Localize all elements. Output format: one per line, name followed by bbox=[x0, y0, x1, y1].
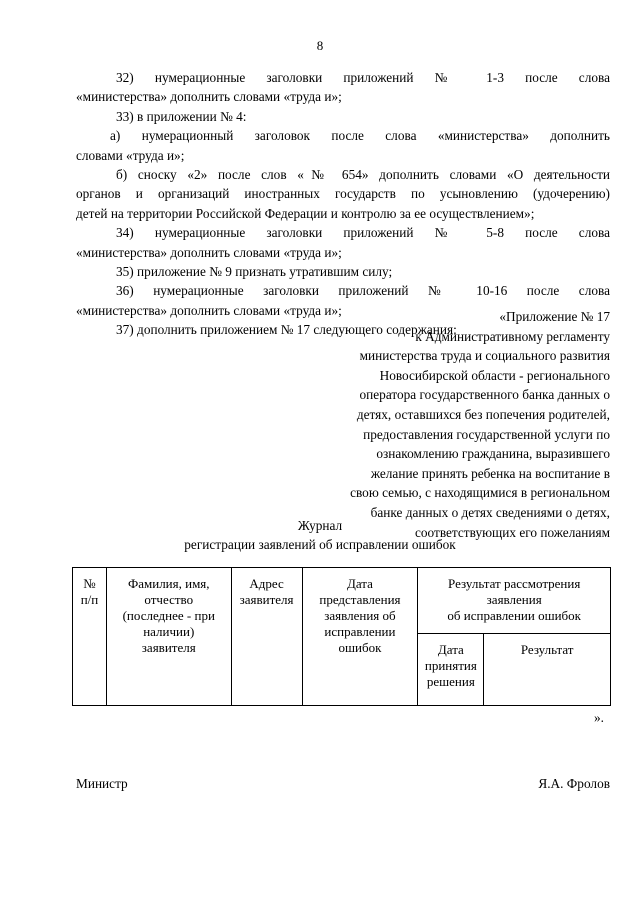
paragraph-34-line-2: «министерства» дополнить словами «труда и»; bbox=[76, 244, 342, 260]
appendix-line: банке данных о детях сведениями о детях, bbox=[370, 504, 610, 520]
appendix-line: оператора государственного банка данных о bbox=[359, 387, 610, 403]
paragraph-34-line-1: 34) нумерационные заголовки приложений № 5-8 после слова bbox=[116, 225, 610, 241]
appendix-header bbox=[310, 307, 610, 542]
closing-quote: ». bbox=[594, 710, 604, 725]
paragraph-36-line-1: 36) нумерационные заголовки приложений № 10-16 после слова bbox=[116, 283, 610, 299]
paragraph-32-line-2: «министерства» дополнить словами «труда и»; bbox=[76, 89, 342, 105]
appendix-line: к Административному регламенту bbox=[415, 328, 610, 344]
col-result-group-header: Результат рассмотрения заявления об исправлении ошибок bbox=[418, 568, 611, 634]
journal-table bbox=[72, 567, 611, 706]
appendix-line: свою семью, с находящимися в региональном bbox=[350, 485, 610, 501]
col-applicant-address-header: Адрес заявителя bbox=[231, 568, 302, 706]
paragraph-33a-line-2: словами «труда и»; bbox=[76, 147, 185, 163]
amendments-text bbox=[76, 68, 610, 340]
appendix-line: желание принять ребенка на воспитание в bbox=[370, 465, 610, 481]
paragraph-32-line-1: 32) нумерационные заголовки приложений № 1-3 после слова bbox=[116, 70, 610, 85]
journal-subtitle: регистрации заявлений об исправлении ошибок bbox=[184, 537, 456, 552]
journal-title: Журнал bbox=[297, 518, 343, 533]
paragraph-33: 33) в приложении № 4: bbox=[116, 108, 247, 124]
appendix-line: «Приложение № 17 bbox=[499, 309, 610, 324]
col-number-header: № п/п bbox=[73, 568, 107, 706]
appendix-line: Новосибирской области - регионального bbox=[379, 367, 610, 383]
appendix-line: детях, оставшихся без попечения родителей, bbox=[356, 406, 610, 422]
signatory-position: Министр bbox=[76, 776, 128, 791]
appendix-line: предоставления государственной услуги по bbox=[363, 426, 610, 442]
paragraph-33b-line-2: органов и организаций иностранных государств по усыновлению (удочерению) bbox=[76, 186, 610, 202]
paragraph-36-line-2: «министерства» дополнить словами «труда и»; bbox=[76, 302, 342, 318]
paragraph-33b-line-3: детей на территории Российской Федерации и контролю за ее осуществлением»; bbox=[76, 205, 535, 221]
appendix-line: соответствующих его пожеланиям bbox=[415, 524, 610, 540]
col-applicant-name-header: Фамилия, имя, отчество (последнее - при наличии) заявителя bbox=[106, 568, 231, 706]
paragraph-37: 37) дополнить приложением № 17 следующего содержания: bbox=[116, 322, 457, 338]
col-submission-date-header: Дата представления заявления об исправлении ошибок bbox=[302, 568, 418, 706]
col-result-header: Результат bbox=[484, 634, 611, 706]
page-number: 8 bbox=[316, 38, 324, 53]
journal-heading bbox=[0, 516, 640, 554]
appendix-line: министерства труда и социального развития bbox=[359, 348, 610, 364]
paragraph-33b-line-1: б) сноску «2» после слов «№ 654» дополнить словами «О деятельности bbox=[116, 167, 610, 183]
signatory-name: Я.А. Фролов bbox=[538, 776, 610, 791]
appendix-line: ознакомлению гражданина, выразившего bbox=[376, 446, 610, 462]
paragraph-33a-line-1: а) нумерационный заголовок после слова «министерства» дополнить bbox=[110, 128, 610, 144]
paragraph-35: 35) приложение № 9 признать утратившим силу; bbox=[116, 264, 393, 280]
col-decision-date-header: Дата принятия решения bbox=[418, 634, 484, 706]
